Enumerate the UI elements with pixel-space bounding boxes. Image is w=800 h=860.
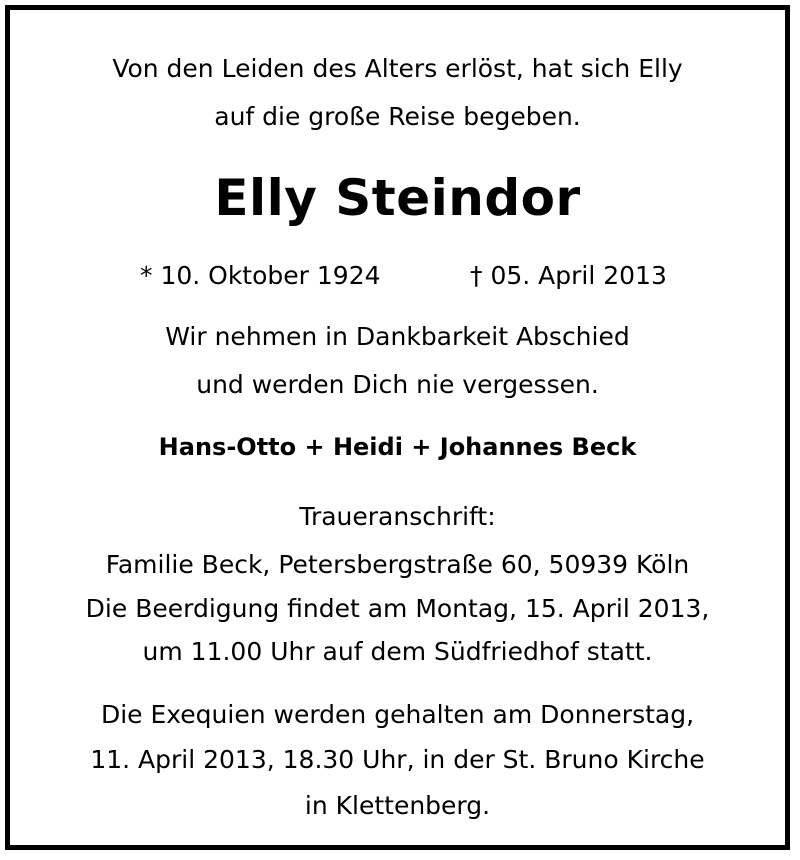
- deceased-name: Elly Steindor: [214, 169, 581, 227]
- birth-date: * 10. Oktober 1924: [140, 261, 381, 290]
- burial-line-1: Die Beerdigung findet am Montag, 15. April 2013,: [85, 594, 710, 623]
- exequies-line-3: in Klettenberg.: [304, 791, 491, 820]
- exequies-line-1: Die Exequien werden gehalten am Donnerstag,: [100, 700, 695, 729]
- mourning-address: Familie Beck, Petersbergstraße 60, 50939 Köln: [105, 550, 690, 579]
- life-dates: [10, 260, 785, 292]
- exequies-line-2: 11. April 2013, 18.30 Uhr, in der St. Bruno Kirche: [90, 745, 705, 774]
- intro-line-2: auf die große Reise begeben.: [214, 102, 581, 131]
- obituary-notice: [5, 5, 790, 850]
- death-date: † 05. April 2013: [470, 261, 667, 290]
- mourning-family: Hans-Otto + Heidi + Johannes Beck: [158, 433, 637, 461]
- address-label: Traueranschrift:: [299, 502, 496, 531]
- intro-line-1: Von den Leiden des Alters erlöst, hat sich Elly: [112, 54, 683, 83]
- thanks-line-2: und werden Dich nie vergessen.: [196, 370, 599, 399]
- thanks-line-1: Wir nehmen in Dankbarkeit Abschied: [165, 322, 630, 351]
- burial-line-2: um 11.00 Uhr auf dem Südfriedhof statt.: [142, 637, 653, 666]
